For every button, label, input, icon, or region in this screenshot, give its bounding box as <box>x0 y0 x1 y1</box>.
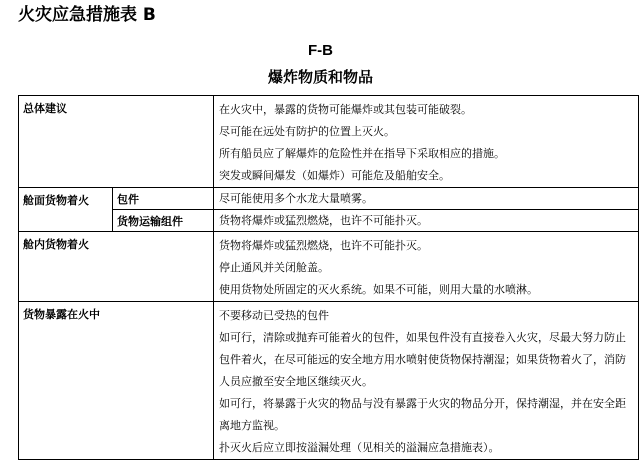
schedule-code: F-B <box>0 42 641 60</box>
exposed-to-fire-line: 扑灭火后应立即按溢漏处理（见相关的溢漏应急措施表）。 <box>219 437 632 459</box>
general-advice-line: 突发或瞬间爆发（如爆炸）可能危及船舶安全。 <box>219 165 632 187</box>
document-title: 火灾应急措施表 B <box>18 4 156 26</box>
schedule-subtitle: 爆炸物质和物品 <box>0 67 641 87</box>
packages-text <box>214 188 639 210</box>
deck-fire-label: 舱面货物着火 <box>19 188 113 232</box>
general-advice-label: 总体建议 <box>19 96 214 188</box>
exposed-to-fire-label: 货物暴露在火中 <box>19 302 214 460</box>
cargo-units-text <box>214 210 639 232</box>
exposed-to-fire-line: 不要移动已受热的包件 <box>219 305 632 327</box>
hold-fire-label: 舱内货物着火 <box>19 232 214 302</box>
packages-label: 包件 <box>113 188 214 210</box>
cargo-units-line: 货物将爆炸或猛烈燃烧，也许不可能扑灭。 <box>219 211 632 231</box>
hold-fire-line: 使用货物处所固定的灭火系统。如果不可能，则用大量的水喷淋。 <box>219 279 632 301</box>
hold-fire-line: 货物将爆炸或猛烈燃烧，也许不可能扑灭。 <box>219 235 632 257</box>
hold-fire-line: 停止通风并关闭舱盖。 <box>219 257 632 279</box>
emergency-measures-table <box>18 95 639 464</box>
exposed-to-fire-line: 如可行，清除或抛弃可能着火的包件，如果包件没有直接卷入火灾，尽最大努力防止包件着火，在尽可能远的安全地方用水喷射使货物保持潮湿；如果货物着火了，消防人员应撤至安全地区继续灭火。 <box>219 327 632 393</box>
packages-line: 尽可能使用多个水龙大量喷雾。 <box>219 189 632 209</box>
cargo-units-label: 货物运输组件 <box>113 210 214 232</box>
general-advice-line: 在火灾中，暴露的货物可能爆炸或其包装可能破裂。 <box>219 99 632 121</box>
table-row-hold-fire <box>19 232 639 302</box>
table-row-exposed-to-fire <box>19 302 639 460</box>
table-bottom-rule <box>19 460 639 464</box>
general-advice-line: 所有船员应了解爆炸的危险性并在指导下采取相应的措施。 <box>219 143 632 165</box>
general-advice-line: 尽可能在远处有防护的位置上灭火。 <box>219 121 632 143</box>
table-row-deck-fire-packages <box>19 188 639 210</box>
table-row-general-advice <box>19 96 639 188</box>
general-advice-text <box>214 96 639 188</box>
hold-fire-text <box>214 232 639 302</box>
exposed-to-fire-line: 如可行，将暴露于火灾的物品与没有暴露于火灾的物品分开，保持潮湿，并在安全距离地方监视。 <box>219 393 632 437</box>
exposed-to-fire-text <box>214 302 639 460</box>
